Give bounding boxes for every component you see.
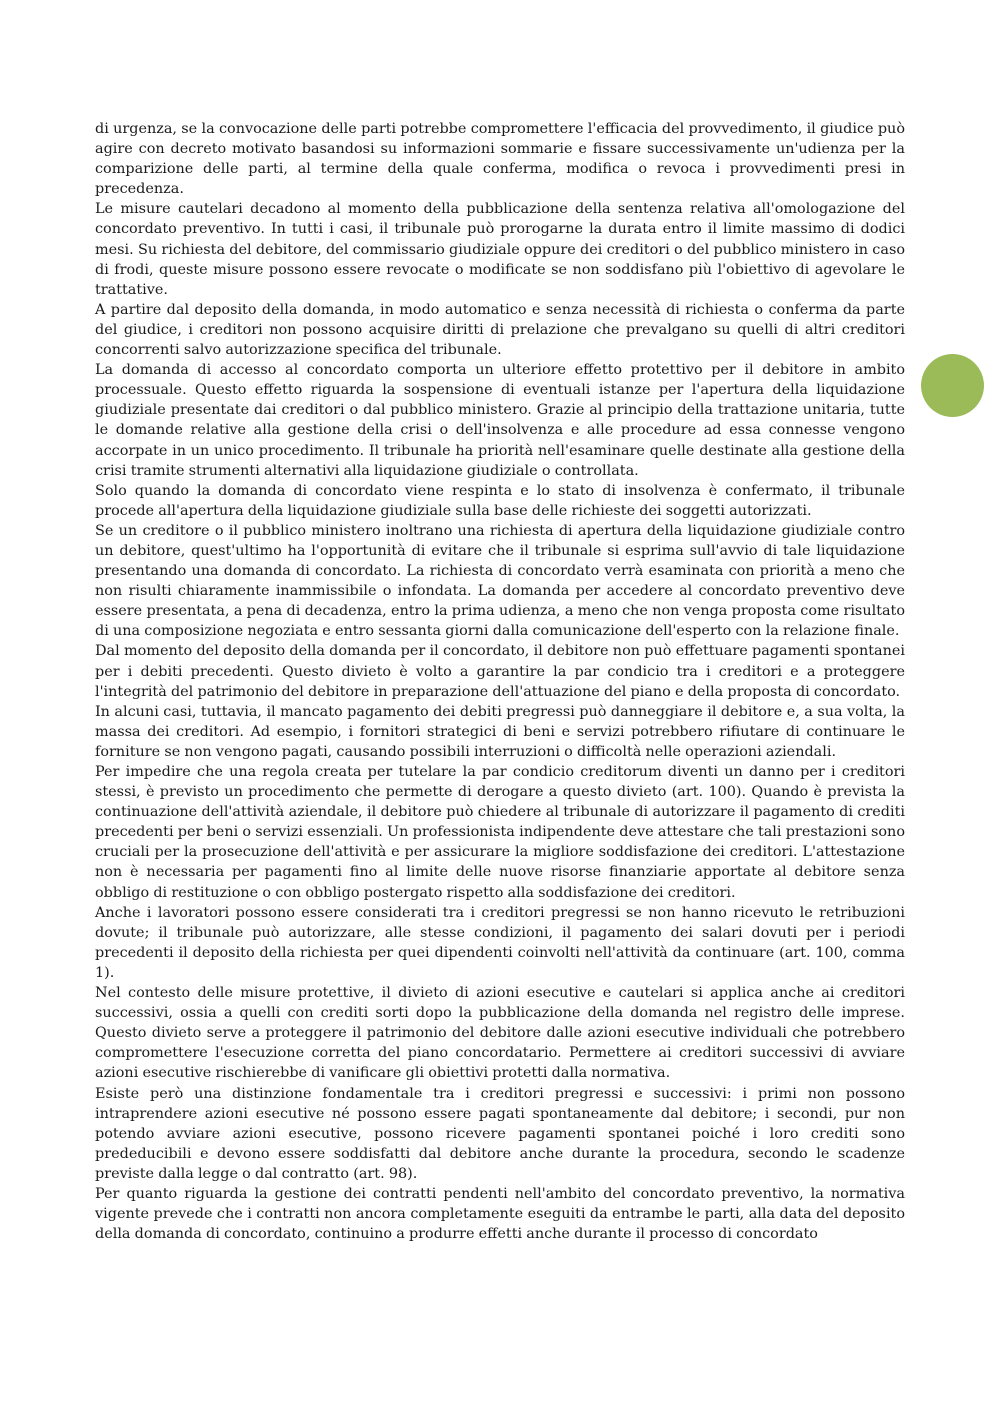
paragraph-3: A partire dal deposito della domanda, in modo automatico e senza necessità di richiesta o conferma da parte del giudice, i creditori non possono acquisire diritti di prelazione che prevalgano su quelli di altri creditori concorrenti salvo autorizzazione specifica del tribunale. (95, 301, 905, 359)
paragraph-2: Le misure cautelari decadono al momento della pubblicazione della sentenza relativa all'omologazione del concordato preventivo. In tutti i casi, il tribunale può prorogarne la durata entro il limite massimo di dodici mesi. Su richiesta del debitore, del commissario giudiziale oppure dei creditori o del pubblico ministero in caso di frodi, queste misure possono essere revocate o modificate se non soddisfano più l'obiettivo di agevolare le trattative. (95, 201, 905, 298)
green-circle-marker (921, 354, 984, 417)
paragraph-8: In alcuni casi, tuttavia, il mancato pagamento dei debiti pregressi può danneggiare il debitore e, a sua volta, la massa dei creditori. Ad esempio, i fornitori strategici di beni e servizi potrebbero rifiutare di continuare le forniture se non vengono pagati, causando possibili interruzioni o difficoltà nelle operazioni aziendali. (95, 703, 905, 760)
paragraph-7: Dal momento del deposito della domanda per il concordato, il debitore non può effettuare pagamenti spontanei per i debiti precedenti. Questo divieto è volto a garantire la par condicio tra i creditori e a proteggere l'integrità del patrimonio del debitore in preparazione dell'attuazione del piano e della proposta di concordato. (95, 643, 905, 700)
paragraph-13: Per quanto riguarda la gestione dei contratti pendenti nell'ambito del concordato preventivo, la normativa vigente prevede che i contratti non ancora completamente eseguiti da entrambe le parti, alla data del deposito della domanda di concordato, continuino a produrre effetti anche durante il processo di concordato (95, 1185, 905, 1243)
body-text (95, 119, 905, 1244)
paragraph-12: Esiste però una distinzione fondamentale tra i creditori pregressi e successivi: i primi non possono intraprendere azioni esecutive né possono essere pagati spontaneamente dal debitore; i secondi, pur non potendo avviare azioni esecutive, possono ricevere pagamenti spontanei poiché i loro crediti sono prededucibili e devono essere soddisfatti dal debitore anche durante la procedura, secondo le scadenze previste dalla legge o dal contratto (art. 98). (95, 1085, 905, 1182)
paragraph-10: Anche i lavoratori possono essere considerati tra i creditori pregressi se non hanno ricevuto le retribuzioni dovute; il tribunale può autorizzare, alle stesse condizioni, il pagamento dei salari dovuti per i periodi precedenti il deposito della richiesta per quei dipendenti coinvolti nell'attività da continuare (art. 100, comma 1). (95, 904, 905, 981)
paragraph-11: Nel contesto delle misure protettive, il divieto di azioni esecutive e cautelari si applica anche ai creditori successivi, ossia a quelli con crediti sorti dopo la pubblicazione della domanda nel registro delle imprese. Questo divieto serve a proteggere il patrimonio del debitore dalle azioni esecutive individuali che potrebbero compromettere l'esecuzione corretta del piano concordatario. Permettere ai creditori successivi di avviare azioni esecutive rischierebbe di vanificare gli obiettivi protetti dalla normativa. (95, 985, 905, 1082)
paragraph-4: La domanda di accesso al concordato comporta un ulteriore effetto protettivo per il debitore in ambito processuale. Questo effetto riguarda la sospensione di eventuali istanze per l'apertura della liquidazione giudiziale presentate dai creditori o dal pubblico ministero. Grazie al principio della trattazione unitaria, tutte le domande relative alla gestione della crisi o dell'insolvenza e alle procedure ad essa connesse vengono accorpate in un unico procedimento. Il tribunale ha priorità nell'esaminare quelle destinate alla gestione della crisi tramite strumenti alternativi alla liquidazione giudiziale o controllata. (95, 362, 905, 479)
paragraph-6: Se un creditore o il pubblico ministero inoltrano una richiesta di apertura della liquidazione giudiziale contro un debitore, quest'ultimo ha l'opportunità di evitare che il tribunale si esprima sull'avvio di tale liquidazione presentando una domanda di concordato. La richiesta di concordato verrà esaminata con priorità a meno che non risulti chiaramente inammissibile o infondata. La domanda per accedere al concordato preventivo deve essere presentata, a pena di decadenza, entro la prima udienza, a meno che non venga proposta come risultato di una composizione negoziata e entro sessanta giorni dalla comunicazione dell'esperto con la relazione finale. (95, 522, 905, 640)
paragraph-1: di urgenza, se la convocazione delle parti potrebbe compromettere l'efficacia del provvedimento, il giudice può agire con decreto motivato basandosi su informazioni sommarie e fissare successivamente un'udienza per la comparizione delle parti, al termine della quale conferma, modifica o revoca i provvedimenti presi in precedenza. (95, 121, 905, 198)
paragraph-5: Solo quando la domanda di concordato viene respinta e lo stato di insolvenza è confermato, il tribunale procede all'apertura della liquidazione giudiziale sulla base delle richieste dei soggetti autorizzati. (95, 482, 905, 519)
paragraph-9: Per impedire che una regola creata per tutelare la par condicio creditorum diventi un danno per i creditori stessi, è previsto un procedimento che permette di derogare a questo divieto (art. 100). Quando è prevista la continuazione dell'attività aziendale, il debitore può chiedere al tribunale di autorizzare il pagamento di crediti precedenti per beni o servizi essenziali. Un professionista indipendente deve attestare che tali prestazioni sono cruciali per la prosecuzione dell'attività e per assicurare la migliore soddisfazione dei creditori. L'attestazione non è necessaria per pagamenti fino al limite delle nuove risorse finanziarie apportate al debitore senza obbligo di restituzione o con obbligo postergato rispetto alla soddisfazione dei creditori. (95, 764, 905, 901)
